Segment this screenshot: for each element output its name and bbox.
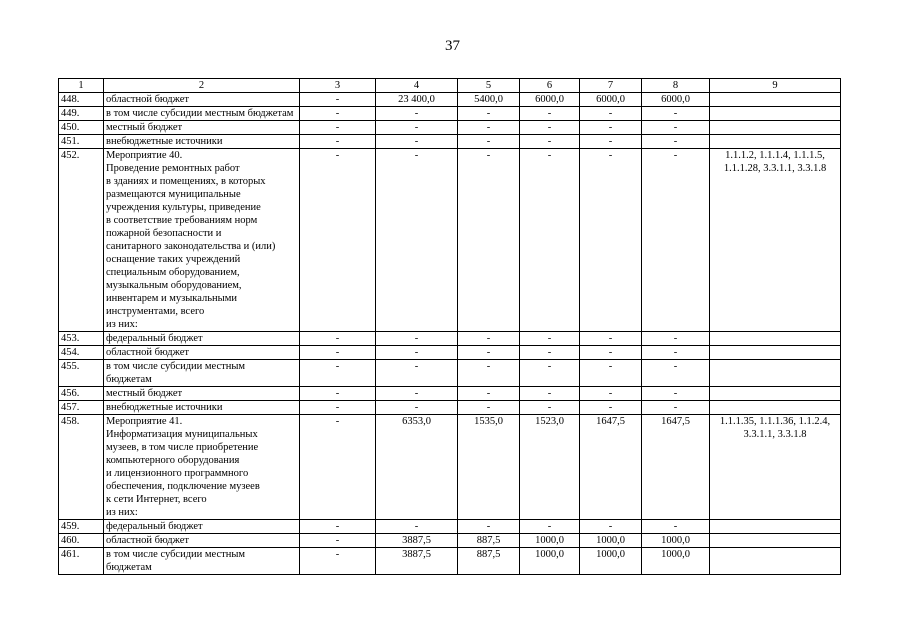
cell-col-4: 6353,0 xyxy=(376,415,458,520)
cell-col-4: - xyxy=(376,121,458,135)
cell-indicators xyxy=(710,401,841,415)
cell-col-5: - xyxy=(458,135,520,149)
cell-col-6: - xyxy=(520,332,580,346)
cell-col-3: - xyxy=(300,332,376,346)
cell-col-4: - xyxy=(376,346,458,360)
cell-col-5: - xyxy=(458,149,520,332)
table-row xyxy=(59,548,841,575)
cell-col-5: - xyxy=(458,121,520,135)
row-number: 461. xyxy=(59,548,104,575)
cell-col-5: 5400,0 xyxy=(458,93,520,107)
table-row xyxy=(59,401,841,415)
cell-col-8: - xyxy=(642,121,710,135)
cell-indicators xyxy=(710,107,841,121)
cell-col-6: - xyxy=(520,520,580,534)
cell-col-7: 1000,0 xyxy=(580,534,642,548)
cell-col-4: 23 400,0 xyxy=(376,93,458,107)
cell-col-7: - xyxy=(580,401,642,415)
row-number: 457. xyxy=(59,401,104,415)
cell-col-7: - xyxy=(580,520,642,534)
cell-col-7: 1647,5 xyxy=(580,415,642,520)
table-row xyxy=(59,135,841,149)
table-row xyxy=(59,520,841,534)
cell-col-6: - xyxy=(520,121,580,135)
cell-col-3: - xyxy=(300,149,376,332)
cell-col-6: 1000,0 xyxy=(520,534,580,548)
column-header: 5 xyxy=(458,79,520,93)
row-number: 454. xyxy=(59,346,104,360)
row-number: 459. xyxy=(59,520,104,534)
row-number: 450. xyxy=(59,121,104,135)
cell-col-6: - xyxy=(520,346,580,360)
cell-col-3: - xyxy=(300,401,376,415)
row-number: 448. xyxy=(59,93,104,107)
cell-col-7: - xyxy=(580,346,642,360)
row-item-name: в том числе субсидии местным бюджетам xyxy=(104,548,300,575)
cell-col-6: 6000,0 xyxy=(520,93,580,107)
cell-col-5: - xyxy=(458,387,520,401)
cell-col-7: 6000,0 xyxy=(580,93,642,107)
cell-col-3: - xyxy=(300,548,376,575)
cell-col-8: 1000,0 xyxy=(642,548,710,575)
cell-col-7: 1000,0 xyxy=(580,548,642,575)
cell-col-5: - xyxy=(458,401,520,415)
cell-col-4: - xyxy=(376,387,458,401)
cell-col-5: 887,5 xyxy=(458,548,520,575)
cell-col-8: - xyxy=(642,107,710,121)
cell-col-3: - xyxy=(300,520,376,534)
cell-col-7: - xyxy=(580,135,642,149)
cell-col-8: - xyxy=(642,149,710,332)
cell-indicators xyxy=(710,520,841,534)
cell-col-6: - xyxy=(520,360,580,387)
row-item-name: в том числе субсидии местным бюджетам xyxy=(104,360,300,387)
cell-indicators xyxy=(710,387,841,401)
cell-col-5: - xyxy=(458,520,520,534)
column-header: 9 xyxy=(710,79,841,93)
cell-col-5: 1535,0 xyxy=(458,415,520,520)
cell-col-8: 1647,5 xyxy=(642,415,710,520)
row-item-name: внебюджетные источники xyxy=(104,135,300,149)
cell-col-3: - xyxy=(300,415,376,520)
cell-col-3: - xyxy=(300,360,376,387)
row-item-name: местный бюджет xyxy=(104,121,300,135)
row-item-name: областной бюджет xyxy=(104,93,300,107)
cell-indicators xyxy=(710,548,841,575)
cell-col-3: - xyxy=(300,534,376,548)
table-row xyxy=(59,93,841,107)
row-number: 455. xyxy=(59,360,104,387)
table-row xyxy=(59,534,841,548)
cell-col-4: - xyxy=(376,149,458,332)
cell-col-5: - xyxy=(458,346,520,360)
table-row xyxy=(59,121,841,135)
table-row xyxy=(59,360,841,387)
row-number: 456. xyxy=(59,387,104,401)
cell-indicators xyxy=(710,360,841,387)
cell-col-4: - xyxy=(376,332,458,346)
cell-indicators xyxy=(710,346,841,360)
column-header: 3 xyxy=(300,79,376,93)
cell-col-8: 6000,0 xyxy=(642,93,710,107)
cell-col-5: - xyxy=(458,107,520,121)
cell-indicators xyxy=(710,135,841,149)
cell-col-7: - xyxy=(580,107,642,121)
cell-col-4: - xyxy=(376,135,458,149)
cell-col-6: - xyxy=(520,387,580,401)
cell-col-7: - xyxy=(580,332,642,346)
cell-indicators: 1.1.1.2, 1.1.1.4, 1.1.1.5, 1.1.1.28, 3.3.1.1, 3.3.1.8 xyxy=(710,149,841,332)
cell-indicators xyxy=(710,93,841,107)
cell-col-8: - xyxy=(642,360,710,387)
row-item-name: Мероприятие 41. Информатизация муниципальных музеев, в том числе приобретение компьютерного оборудования и лицензионного программного обеспечения, подключение музеев к сети Интернет, всего из них: xyxy=(104,415,300,520)
column-header: 8 xyxy=(642,79,710,93)
page-number: 37 xyxy=(445,38,460,54)
cell-col-8: - xyxy=(642,401,710,415)
row-item-name: внебюджетные источники xyxy=(104,401,300,415)
cell-col-5: 887,5 xyxy=(458,534,520,548)
cell-col-7: - xyxy=(580,149,642,332)
row-number: 451. xyxy=(59,135,104,149)
row-item-name: Мероприятие 40. Проведение ремонтных работ в зданиях и помещениях, в которых размещаются муниципальные учреждения культуры, приведение в соответствие требованиям норм пожарной безопасности и санитарного законодательства и (или) оснащение таких учреждений специальным оборудованием, музыкальным оборудованием, инвентарем и музыкальными инструментами, всего из них: xyxy=(104,149,300,332)
cell-col-3: - xyxy=(300,93,376,107)
cell-indicators xyxy=(710,534,841,548)
cell-col-7: - xyxy=(580,387,642,401)
cell-col-6: 1000,0 xyxy=(520,548,580,575)
cell-indicators xyxy=(710,332,841,346)
row-item-name: федеральный бюджет xyxy=(104,332,300,346)
budget-table xyxy=(58,78,841,575)
cell-col-6: - xyxy=(520,107,580,121)
table-row xyxy=(59,387,841,401)
column-header: 4 xyxy=(376,79,458,93)
cell-col-8: - xyxy=(642,346,710,360)
cell-col-6: - xyxy=(520,401,580,415)
table-row xyxy=(59,346,841,360)
row-item-name: в том числе субсидии местным бюджетам xyxy=(104,107,300,121)
cell-col-4: 3887,5 xyxy=(376,548,458,575)
table-row xyxy=(59,149,841,332)
cell-col-3: - xyxy=(300,135,376,149)
cell-col-7: - xyxy=(580,121,642,135)
table-row xyxy=(59,332,841,346)
cell-col-8: 1000,0 xyxy=(642,534,710,548)
row-number: 458. xyxy=(59,415,104,520)
row-item-name: областной бюджет xyxy=(104,534,300,548)
column-header: 6 xyxy=(520,79,580,93)
cell-col-6: - xyxy=(520,149,580,332)
cell-col-8: - xyxy=(642,387,710,401)
cell-col-5: - xyxy=(458,332,520,346)
cell-col-4: - xyxy=(376,107,458,121)
cell-col-5: - xyxy=(458,360,520,387)
cell-col-4: - xyxy=(376,360,458,387)
table-header-row xyxy=(59,79,841,93)
row-item-name: областной бюджет xyxy=(104,346,300,360)
table-row xyxy=(59,107,841,121)
cell-col-3: - xyxy=(300,346,376,360)
cell-indicators: 1.1.1.35, 1.1.1.36, 1.1.2.4, 3.3.1.1, 3.3.1.8 xyxy=(710,415,841,520)
cell-col-4: 3887,5 xyxy=(376,534,458,548)
row-number: 449. xyxy=(59,107,104,121)
cell-col-3: - xyxy=(300,121,376,135)
row-number: 460. xyxy=(59,534,104,548)
cell-col-7: - xyxy=(580,360,642,387)
cell-col-6: 1523,0 xyxy=(520,415,580,520)
row-number: 452. xyxy=(59,149,104,332)
row-item-name: федеральный бюджет xyxy=(104,520,300,534)
cell-col-3: - xyxy=(300,107,376,121)
cell-col-3: - xyxy=(300,387,376,401)
cell-col-8: - xyxy=(642,332,710,346)
cell-col-8: - xyxy=(642,135,710,149)
cell-col-4: - xyxy=(376,401,458,415)
row-number: 453. xyxy=(59,332,104,346)
cell-indicators xyxy=(710,121,841,135)
row-item-name: местный бюджет xyxy=(104,387,300,401)
cell-col-4: - xyxy=(376,520,458,534)
column-header: 2 xyxy=(104,79,300,93)
column-header: 1 xyxy=(59,79,104,93)
cell-col-6: - xyxy=(520,135,580,149)
table-row xyxy=(59,415,841,520)
column-header: 7 xyxy=(580,79,642,93)
cell-col-8: - xyxy=(642,520,710,534)
